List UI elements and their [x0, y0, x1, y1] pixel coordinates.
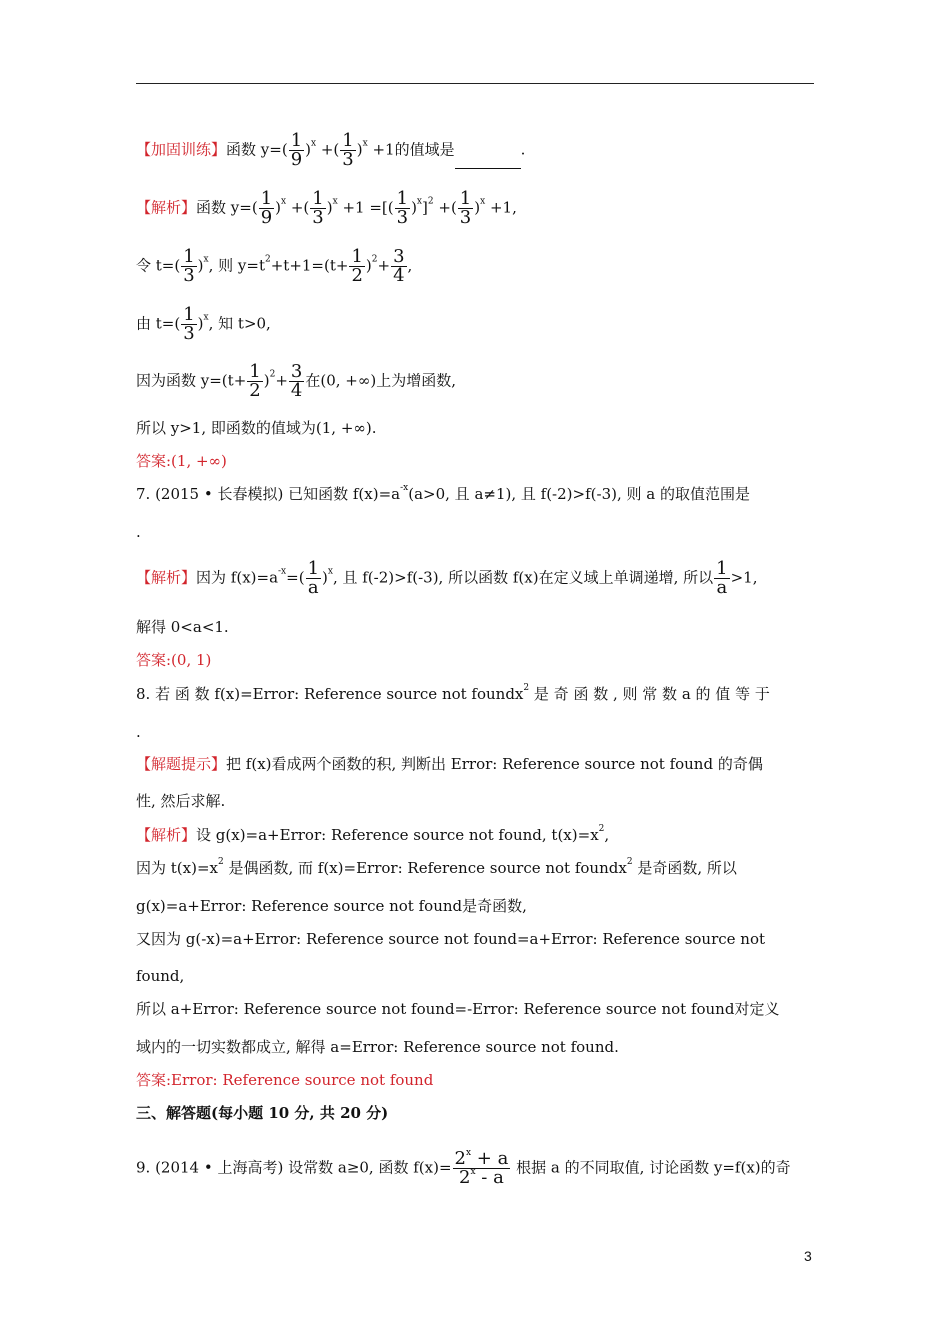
fraction: $\frac{1}{3}$ [396, 188, 409, 228]
line-increasing: 因为函数 y=(t+ $\frac{1}{2}$ )$^2$+ $\frac{3}{4}$ 在(0, +∞)上为增函数, [136, 361, 456, 401]
answer-blank [455, 154, 521, 169]
fraction: $\frac{1}{9}$ [290, 130, 303, 170]
line-analysis-8-3: g(x)=a+Error: Reference source not found是奇函数, [136, 897, 527, 915]
section-heading: 三、解答题(每小题 10 分, 共 20 分) [136, 1104, 389, 1122]
line-analysis-7: 【解析】因为 $f(x)=a^{-x}=$( $\frac{1}{a}$ )$^x$, 且 f(-2)>f(-3), 所以函数 f(x)在定义域上单调递增, 所以 $\frac{1}{a}$ >1, [136, 558, 758, 598]
fraction: $\frac{3}{4}$ [393, 246, 405, 286]
line-t-positive: 由 t=( $\frac{1}{3}$ )$^x$, 知 t>0, [136, 304, 271, 344]
line-range: 所以 y>1, 即函数的值域为(1, +∞). [136, 419, 377, 437]
answer-7: 答案:(0, 1) [136, 651, 212, 669]
fraction: $\frac{2^x + a}{2^x - a}$ [454, 1148, 509, 1188]
line-analysis-1: 【解析】函数 y=( $\frac{1}{9}$ )$^x$ +( $\frac{1}{3}$ )$^x$ +1 =[( $\frac{1}{3}$ )$^x$]$^2$ +( $\frac{1}{3}$ )$^x$ +1, [136, 188, 517, 228]
question-8: 8. 若 函 数 f(x)=Error: Reference source not foundx$^2$ 是 奇 函 数 , 则 常 数 a 的 值 等 于 [136, 683, 770, 703]
fraction: $\frac{1}{3}$ [312, 188, 324, 228]
fraction: $\frac{1}{3}$ [459, 188, 472, 228]
question-9: 9. (2014 • 上海高考) 设常数 a≥0, 函数 f(x)= $\frac{2^x + a}{2^x - a}$ 根据 a 的不同取值, 讨论函数 y=f(x)的奇 [136, 1148, 791, 1188]
line-analysis-8-5: found, [136, 967, 185, 985]
fraction: $\frac{1}{3}$ [342, 130, 354, 170]
line-analysis-8-6: 所以 a+Error: Reference source not found=-Error: Reference source not found对定义 [136, 1000, 780, 1018]
tag-hint: 【解题提示】 [136, 755, 227, 773]
line-analysis-8: 【解析】设 g(x)=a+Error: Reference source not found, $t(x)=x^2$, [136, 824, 610, 844]
line-hint-8: 【解题提示】把 f(x)看成两个函数的积, 判断出 Error: Reference source not found 的奇偶 [136, 755, 763, 773]
answer-1: 答案:(1, +∞) [136, 452, 227, 470]
line-analysis-8-2: 因为 $t(x)=x^2$ 是偶函数, 而 f(x)=Error: Reference source not foundx$^2$ 是奇函数, 所以 [136, 857, 737, 877]
fraction: $\frac{1}{3}$ [183, 304, 195, 344]
question-8-blank: . [136, 723, 141, 741]
line-analysis-8-4: 又因为 g(-x)=a+Error: Reference source not found=a+Error: Reference source not [136, 930, 766, 948]
line-substitution: 令 t=( $\frac{1}{3}$ )$^x$, 则 $y=t^2+t+1=(t+$ $\frac{1}{2}$ )$^2$+ $\frac{3}{4}$ , [136, 246, 413, 286]
header-rule [136, 83, 814, 84]
tag-analysis: 【解析】 [136, 826, 197, 844]
fraction: $\frac{1}{a}$ [716, 558, 728, 598]
fraction: $\frac{1}{3}$ [183, 246, 195, 286]
fraction: $\frac{1}{2}$ [351, 246, 363, 286]
line-solution-7: 解得 0<a<1. [136, 618, 229, 636]
answer-8: 答案:Error: Reference source not found [136, 1071, 434, 1089]
fraction: $\frac{1}{2}$ [249, 361, 261, 401]
line-hint-8-cont: 性, 然后求解. [136, 792, 226, 810]
tag-reinforcement: 【加固训练】 [136, 140, 227, 159]
tag-analysis: 【解析】 [136, 568, 197, 587]
line-reinforcement-question: 【加固训练】函数 y=( $\frac{1}{9}$ )$^x$ +( $\frac{1}{3}$ )$^x$ +1的值域是 . [136, 130, 526, 170]
question-7: 7. (2015 • 长春模拟) 已知函数 $f(x)=a^{-x}(a>0$, 且 a≠1), 且 f(-2)>f(-3), 则 a 的取值范围是 [136, 483, 750, 503]
page-number: 3 [804, 1248, 812, 1264]
fraction: $\frac{3}{4}$ [290, 361, 303, 401]
question-7-blank: . [136, 523, 141, 541]
line-analysis-8-7: 域内的一切实数都成立, 解得 a=Error: Reference source not found. [136, 1038, 619, 1056]
fraction: $\frac{1}{a}$ [307, 558, 320, 598]
fraction: $\frac{1}{9}$ [260, 188, 273, 228]
tag-analysis: 【解析】 [136, 198, 197, 217]
